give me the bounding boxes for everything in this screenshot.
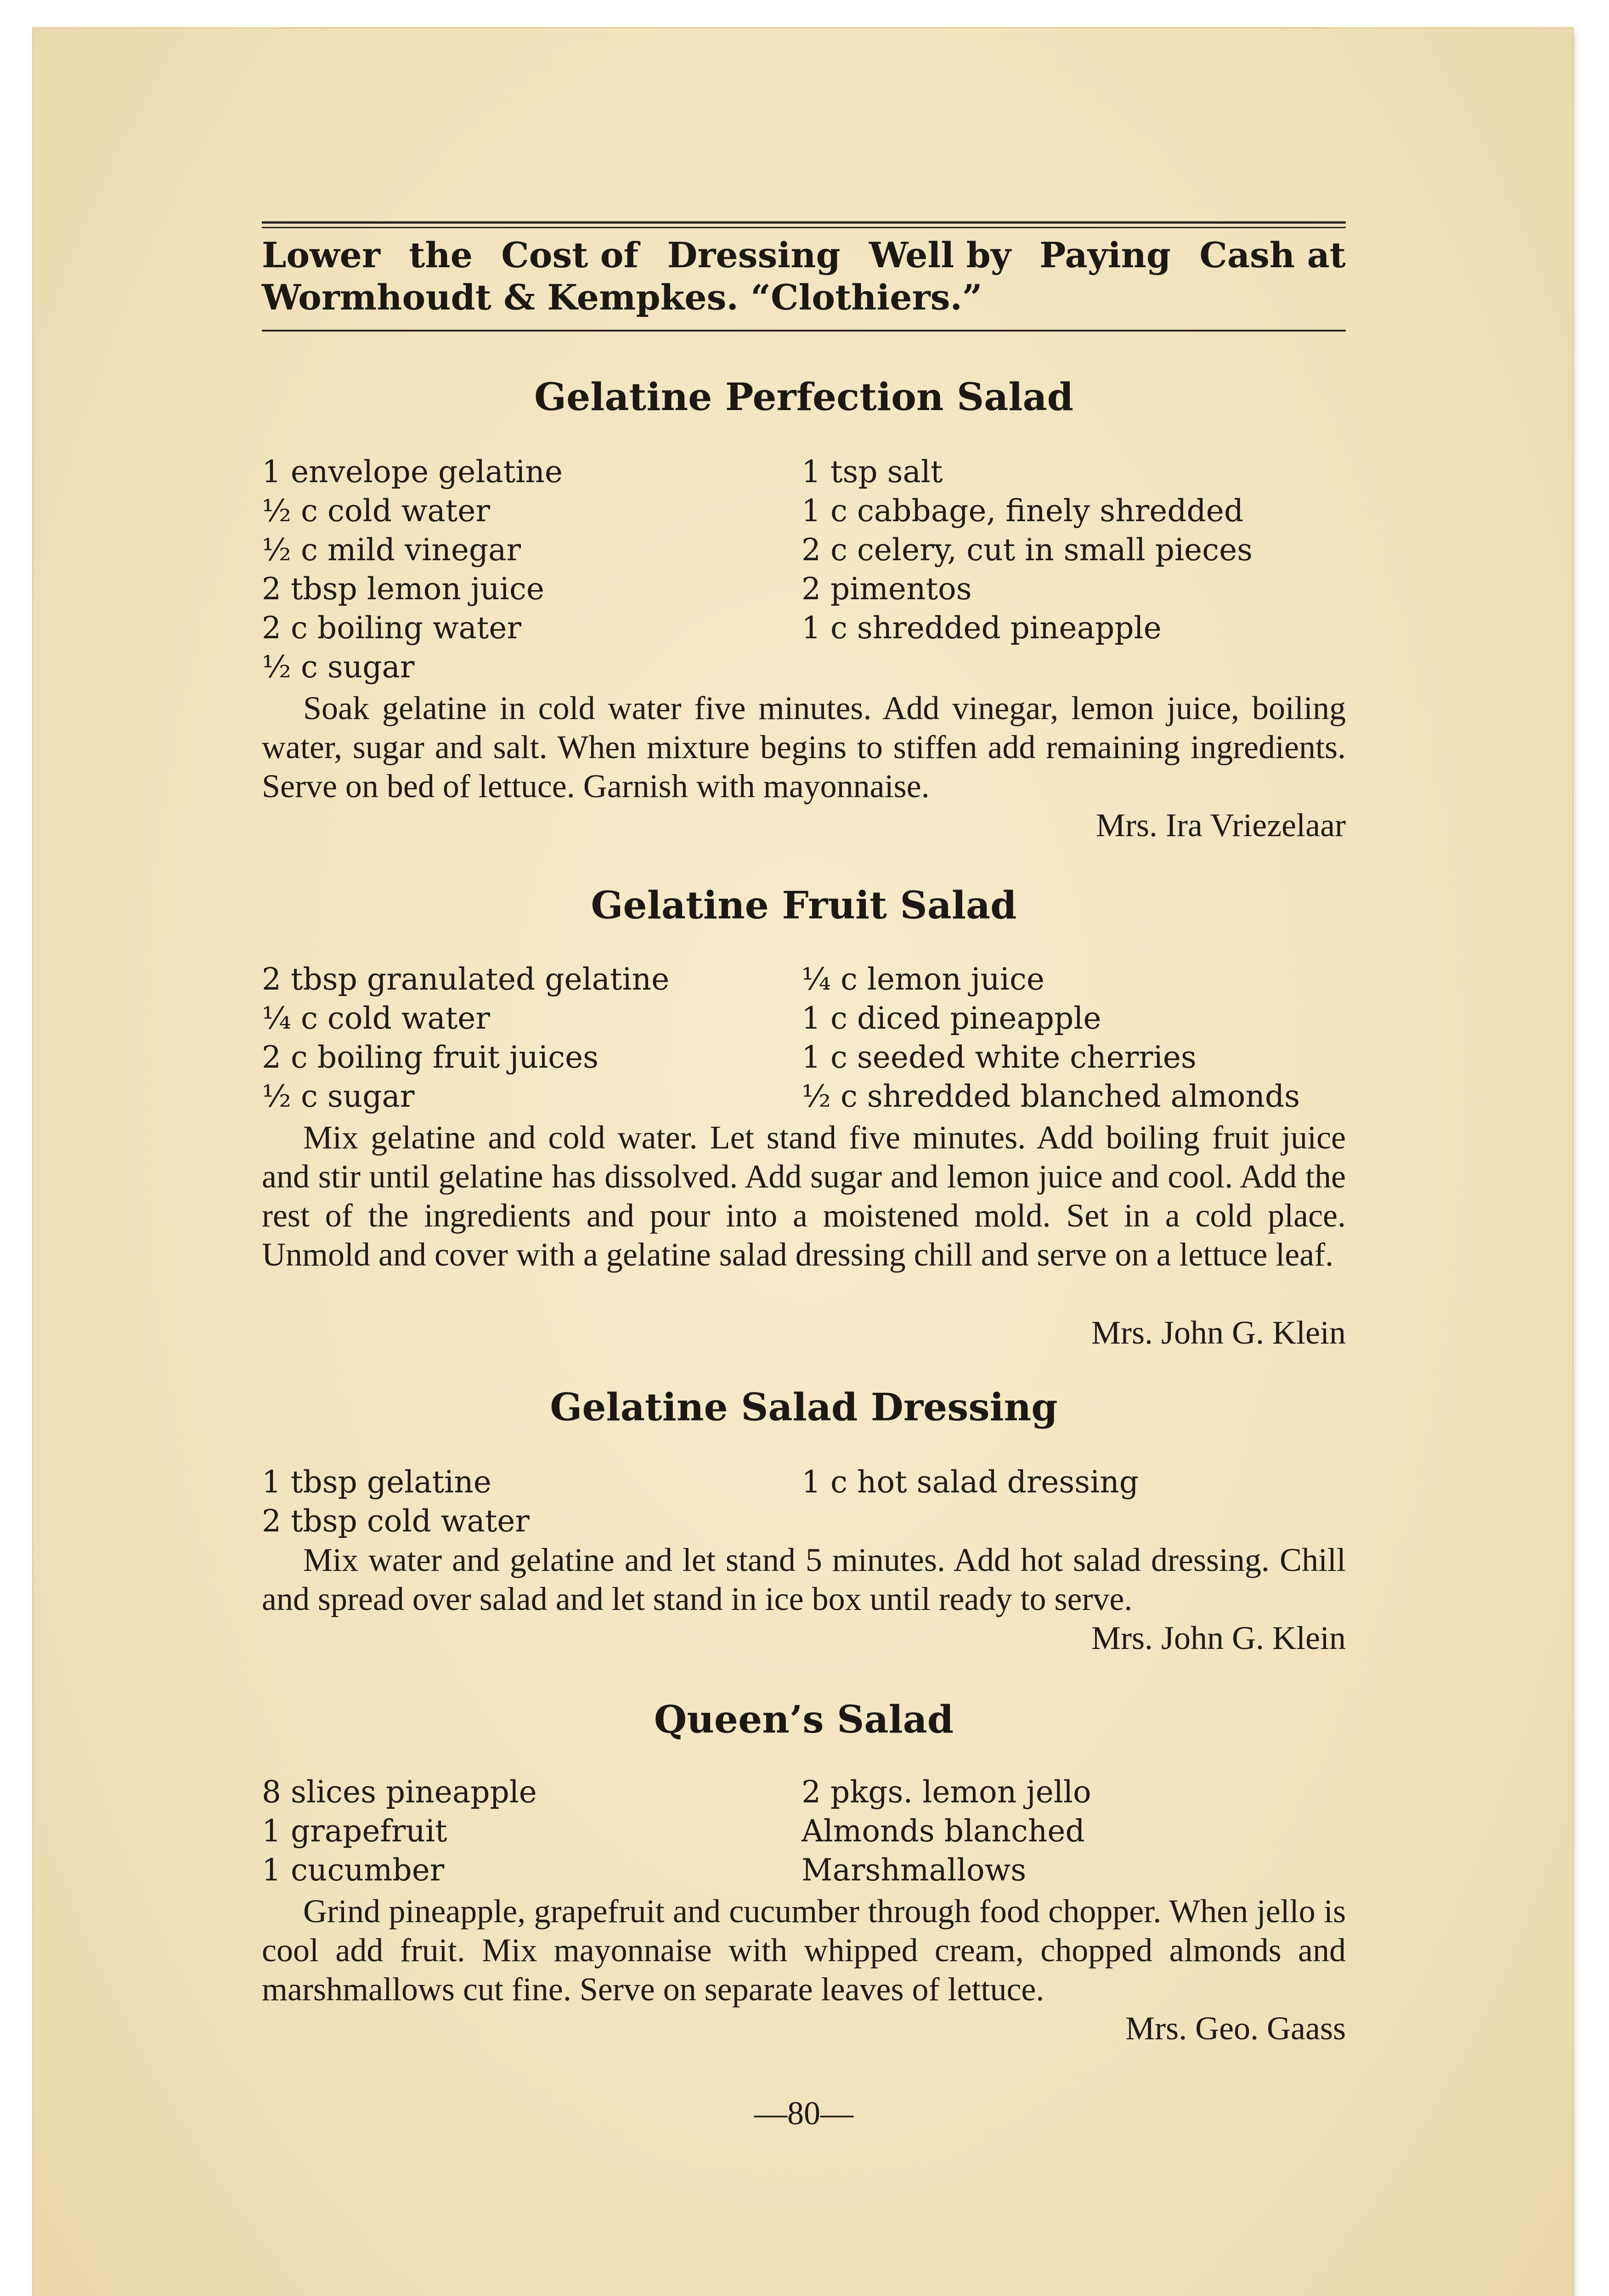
ingredient: ¼ c cold water bbox=[262, 1001, 490, 1036]
recipe-title: Gelatine Fruit Salad bbox=[591, 884, 1017, 928]
ad-word: Lower bbox=[262, 235, 380, 276]
ad-line-1 bbox=[262, 234, 1346, 276]
ingredient: ½ c mild vinegar bbox=[262, 532, 521, 568]
ad-word: Dressing bbox=[667, 235, 841, 276]
ingredient: 2 c boiling water bbox=[262, 610, 521, 646]
ingredient-column-right bbox=[802, 1463, 1344, 1502]
recipe-method: Soak gelatine in cold water five minutes. Add vinegar, lemon juice, boiling water, sugar and salt. When mixture begins to stiffen add remaining ingredients. Serve on bed of lettuce. Garnish with mayonnaise. bbox=[262, 690, 1346, 805]
ad-word: Well by bbox=[869, 235, 1011, 276]
recipe-method: Grind pineapple, grapefruit and cucumber through food chopper. When jello is cool add fruit. Mix mayonnaise with whipped cream, chopped almonds and marshmallows cut fine. Serve on separate leaves of lettuce. bbox=[262, 1893, 1346, 2008]
ingredient: 2 pimentos bbox=[802, 571, 972, 607]
ingredient: ½ c sugar bbox=[262, 1079, 415, 1114]
ingredient: 1 c cabbage, finely shredded bbox=[802, 493, 1244, 529]
recipe-author: Mrs. Geo. Gaass bbox=[1125, 2010, 1346, 2047]
ingredient: 1 c hot salad dressing bbox=[802, 1464, 1139, 1500]
ingredient: ½ c sugar bbox=[262, 649, 415, 685]
header-top-rule-2 bbox=[262, 227, 1346, 228]
recipe-method: Mix gelatine and cold water. Let stand five minutes. Add boiling fruit juice and stir until gelatine has dissolved. Add sugar and lemon juice and cool. Add the rest of the ingredients and pour into a moistened mold. Set in a cold place. Unmold and cover with a gelatine salad dressing chill and serve on a lettuce leaf. bbox=[262, 1119, 1346, 1273]
header-top-rule-1 bbox=[262, 221, 1346, 224]
ingredient-list bbox=[262, 960, 1346, 1116]
ingredient: Almonds blanched bbox=[802, 1813, 1085, 1849]
ingredient-column-left bbox=[262, 1773, 790, 1890]
recipe-author: Mrs. Ira Vriezelaar bbox=[1095, 807, 1346, 844]
page-number: —80— bbox=[754, 2095, 853, 2132]
ad-word: the bbox=[409, 235, 473, 276]
ingredient: 1 c diced pineapple bbox=[802, 1001, 1101, 1036]
ingredient: 2 tbsp lemon juice bbox=[262, 571, 544, 607]
ingredient: 2 tbsp granulated gelatine bbox=[262, 962, 670, 997]
ingredient: 2 tbsp cold water bbox=[262, 1503, 530, 1539]
ingredient-column-left bbox=[262, 960, 790, 1116]
ingredient: 1 envelope gelatine bbox=[262, 454, 563, 490]
ingredient-column-right bbox=[802, 1773, 1344, 1890]
ingredient: 2 c boiling fruit juices bbox=[262, 1040, 599, 1075]
recipe-title: Gelatine Perfection Salad bbox=[534, 375, 1073, 419]
recipe-title: Queen’s Salad bbox=[654, 1698, 954, 1742]
ingredient: 1 c seeded white cherries bbox=[802, 1040, 1197, 1075]
recipe-author: Mrs. John G. Klein bbox=[1091, 1620, 1346, 1656]
ad-word: Paying bbox=[1039, 235, 1171, 276]
ad-word: Cost of bbox=[501, 235, 639, 276]
ingredient-list bbox=[262, 1463, 1346, 1541]
ingredient: 1 tsp salt bbox=[802, 454, 943, 490]
ingredient-list bbox=[262, 1773, 1346, 1890]
ingredient: ¼ c lemon juice bbox=[802, 962, 1044, 997]
ingredient: 1 c shredded pineapple bbox=[802, 610, 1162, 646]
recipe-author: Mrs. John G. Klein bbox=[1091, 1314, 1346, 1351]
header-advertisement bbox=[262, 234, 1346, 319]
ingredient: ½ c cold water bbox=[262, 493, 490, 529]
ingredient: 8 slices pineapple bbox=[262, 1774, 537, 1810]
ingredient: 2 c celery, cut in small pieces bbox=[802, 532, 1253, 568]
ingredient: Marshmallows bbox=[802, 1852, 1027, 1888]
ingredient: 2 pkgs. lemon jello bbox=[802, 1774, 1091, 1810]
ingredient-column-left bbox=[262, 452, 790, 687]
recipe-title: Gelatine Salad Dressing bbox=[550, 1385, 1058, 1429]
ingredient: 1 grapefruit bbox=[262, 1813, 447, 1849]
ad-word: Cash at bbox=[1199, 235, 1346, 276]
ingredient-column-left bbox=[262, 1463, 790, 1541]
ingredient-column-right bbox=[802, 452, 1344, 647]
ingredient-list bbox=[262, 452, 1346, 687]
ingredient: ½ c shredded blanched almonds bbox=[802, 1079, 1300, 1114]
recipe-method: Mix water and gelatine and let stand 5 minutes. Add hot salad dressing. Chill and spread over salad and let stand in ice box until ready to serve. bbox=[262, 1542, 1346, 1617]
ingredient-column-right bbox=[802, 960, 1344, 1116]
ingredient: 1 tbsp gelatine bbox=[262, 1464, 491, 1500]
header-bottom-rule bbox=[262, 330, 1346, 332]
ad-line-2: Wormhoudt & Kempkes. “Clothiers.” bbox=[262, 277, 982, 318]
ingredient: 1 cucumber bbox=[262, 1852, 445, 1888]
